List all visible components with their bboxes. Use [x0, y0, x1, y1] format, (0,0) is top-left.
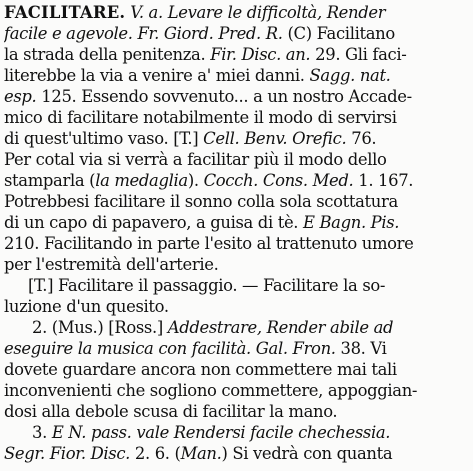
entry-line: [T.] Facilitare il passaggio. — Facilitare la so-	[28, 276, 386, 295]
entry-line: 210. Facilitando in parte l'esito al trattenuto umore	[4, 234, 414, 253]
entry-line: luzione d'un quesito.	[4, 297, 169, 316]
entry-headword: FACILITARE.	[4, 3, 126, 22]
entry-line: mico di facilitare notabilmente il modo di servirsi	[4, 108, 397, 127]
entry-line: di un capo di papavero, a guisa di tè. E Bagn. Pis.	[4, 213, 400, 232]
entry-line: literebbe la via a venire a' miei danni. Sagg. nat.	[4, 66, 391, 85]
entry-line: Potrebbesi facilitare il sonno colla sola scottatura	[4, 192, 398, 211]
entry-line: inconvenienti che sogliono commettere, appoggian-	[4, 381, 418, 400]
entry-line: dovete guardare ancora non commettere mai tali	[4, 360, 397, 379]
entry-line: 2. (Mus.) [Ross.] Addestrare, Render abile ad	[32, 318, 394, 337]
entry-line: la strada della penitenza. Fir. Disc. an. 29. Gli faci-	[4, 45, 407, 64]
entry-line: 3. E N. pass. vale Rendersi facile chechessia.	[32, 423, 391, 442]
entry-line: esp. 125. Essendo sovvenuto... a un nostro Accade-	[4, 87, 412, 106]
entry-line: stamparla (la medaglia). Cocch. Cons. Med. 1. 167.	[4, 171, 414, 190]
entry-line: Segr. Fior. Disc. 2. 6. (Man.) Si vedrà con quanta	[4, 444, 393, 463]
entry-line: per l'estremità dell'arterie.	[4, 255, 219, 274]
entry-line: dosi alla debole scusa di facilitar la mano.	[4, 402, 338, 421]
entry-line: eseguire la musica con facilità. Gal. Fron. 38. Vi	[4, 339, 387, 358]
entry-line: Per cotal via si verrà a facilitar più il modo dello	[4, 150, 387, 169]
entry-line: facile e agevole. Fr. Giord. Pred. R. (C) Facilitano	[4, 24, 395, 43]
entry-line: FACILITARE. V. a. Levare le difficoltà, Render	[4, 3, 386, 22]
entry-line: di quest'ultimo vaso. [T.] Cell. Benv. Orefic. 76.	[4, 129, 377, 148]
